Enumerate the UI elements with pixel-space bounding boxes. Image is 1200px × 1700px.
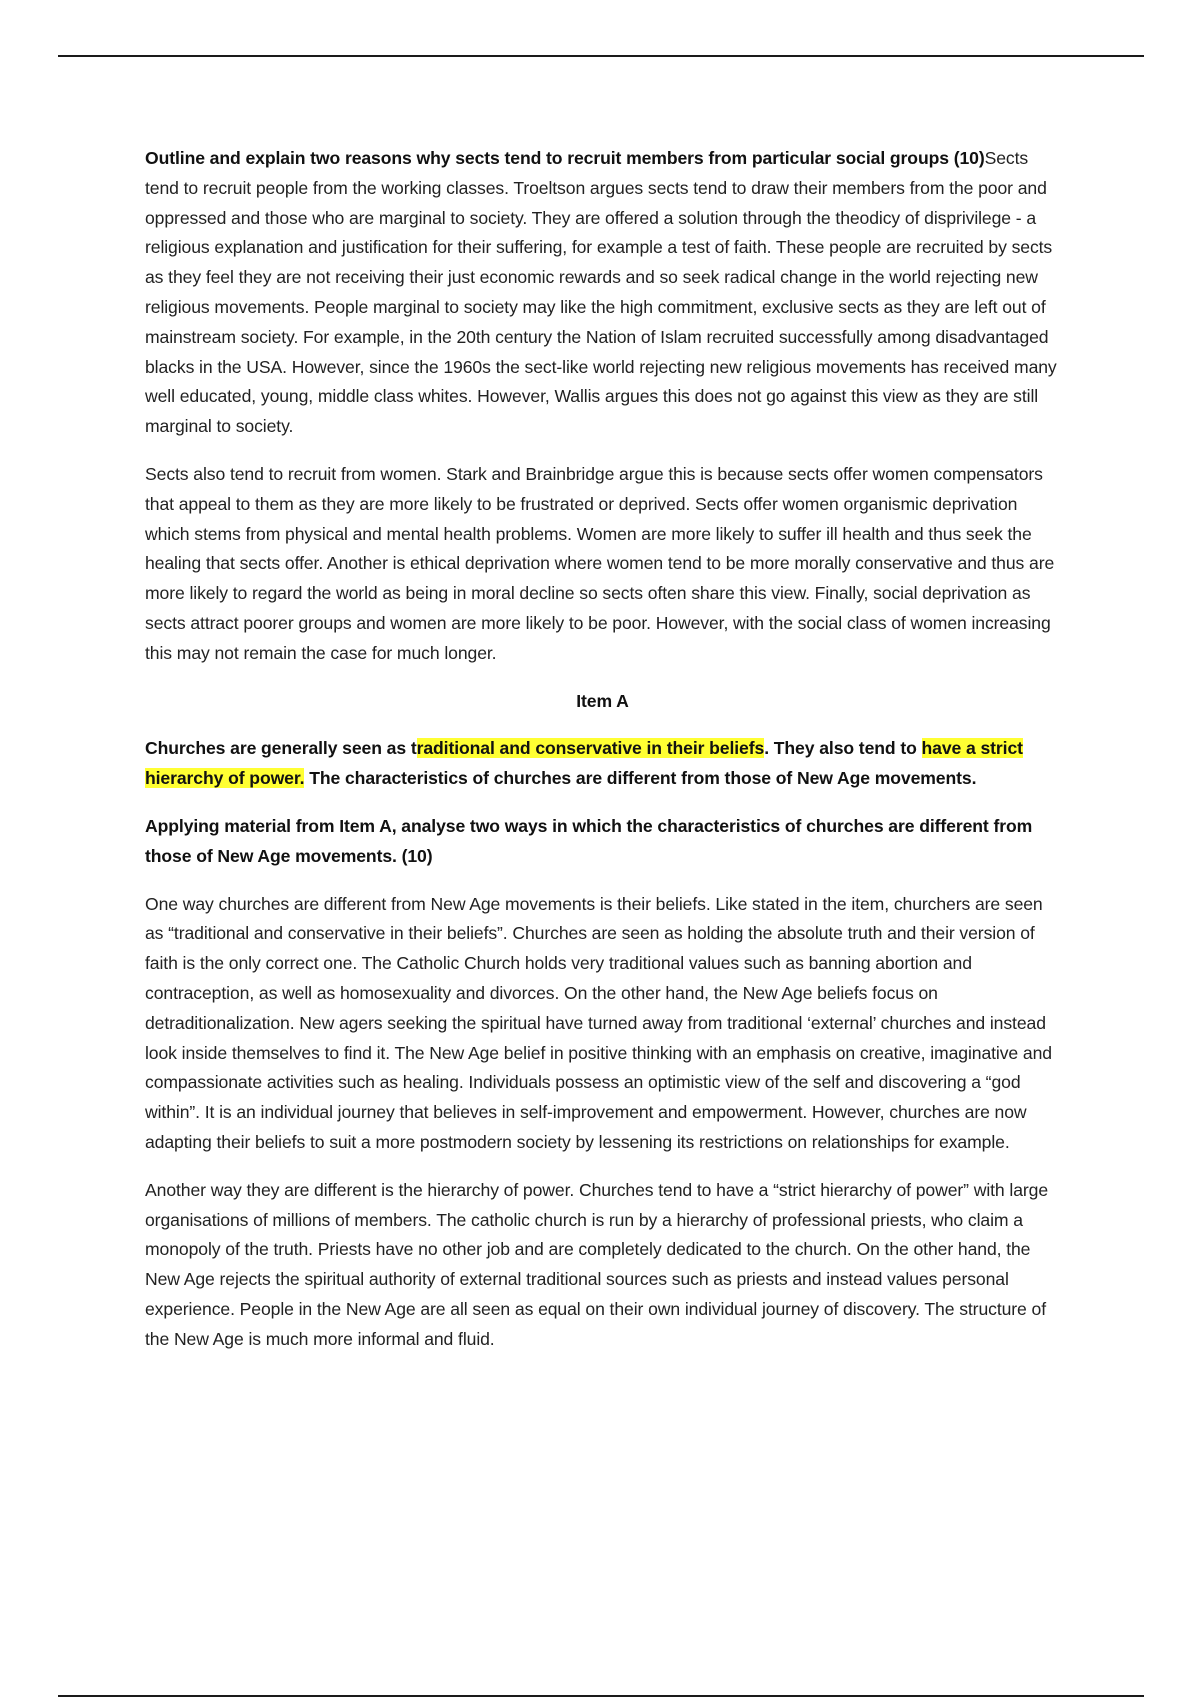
question-1-heading: Outline and explain two reasons why sects tend to recruit members from particular social groups (10) [145,148,985,168]
item-a-segment-2: . They also tend to [764,738,922,759]
item-a-highlight-1: raditional and conservative in their beliefs [416,738,765,759]
question-2-answer-2: Another way they are different is the hierarchy of power. Churches tend to have a “strict hierarchy of power” with large organisations of millions of members. The catholic church is run by a hierarchy of professional priests, who claim a monopoly of the truth. Priests have no other job and are completely dedicated to the church. On the other hand, the New Age rejects the spiritual authority of external traditional sources such as priests and instead values personal experience. People in the New Age are all seen as equal on their own individual journey of discovery. The structure of the New Age is much more informal and fluid. [145,1179,1049,1349]
item-a-title: Item A [576,690,629,711]
top-rule [58,55,1144,57]
bottom-rule [58,1695,1144,1697]
document-body [145,144,1060,1372]
question-1-answer-1: Sects tend to recruit people from the working classes. Troeltson argues sects tend to draw their members from the poor and oppressed and those who are marginal to society. They are offered a solution through the theodicy of disprivilege - a religious explanation and justification for their suffering, for example a test of faith. These people are recruited by sects as they feel they are not receiving their just economic rewards and so seek radical change in the world rejecting new religious movements. People marginal to society may like the high commitment, exclusive sects as they are left out of mainstream society. For example, in the 20th century the Nation of Islam recruited successfully among disadvantaged blacks in the USA. However, since the 1960s the sect-like world rejecting new religious movements has received many well educated, young, middle class whites. However, Wallis argues this does not go against this view as they are still marginal to society. [145,148,1057,437]
item-a-highlight-2: have a strict hierarchy of power. [145,738,1023,789]
item-a-text [145,734,1060,794]
question-2-heading: Applying material from Item A, analyse two ways in which the characteristics of churches are different from those of New Age movements. (10) [145,815,1033,866]
question-1-answer-2: Sects also tend to recruit from women. Stark and Brainbridge argue this is because sects offer women compensators that appeal to them as they are more likely to be frustrated or deprived. Sects offer women organismic deprivation which stems from physical and mental health problems. Women are more likely to suffer ill health and thus seek the healing that sects offer. Another is ethical deprivation where women tend to be more morally conservative and thus are more likely to regard the world as being in moral decline so sects often share this view. Finally, social deprivation as sects attract poorer groups and women are more likely to be poor. However, with the social class of women increasing this may not remain the case for much longer. [145,463,1055,663]
item-a-segment-1: Churches are generally seen as t [145,738,417,759]
question-2-answer-1: One way churches are different from New Age movements is their beliefs. Like stated in the item, churchers are seen as “traditional and conservative in their beliefs”. Churches are seen as holding the absolute truth and their version of faith is the only correct one. The Catholic Church holds very traditional values such as banning abortion and contraception, as well as homosexuality and divorces. On the other hand, the New Age beliefs focus on detraditionalization. New agers seeking the spiritual have turned away from traditional ‘external’ churches and instead look inside themselves to find it. The New Age belief in positive thinking with an emphasis on creative, imaginative and compassionate activities such as healing. Individuals possess an optimistic view of the self and discovering a “god within”. It is an individual journey that believes in self-improvement and empowerment. However, churches are now adapting their beliefs to suit a more postmodern society by lessening its restrictions on relationships for example. [145,893,1052,1152]
question-1-paragraph [145,144,1060,442]
item-a-segment-3: The characteristics of churches are different from those of New Age movements. [304,768,977,789]
